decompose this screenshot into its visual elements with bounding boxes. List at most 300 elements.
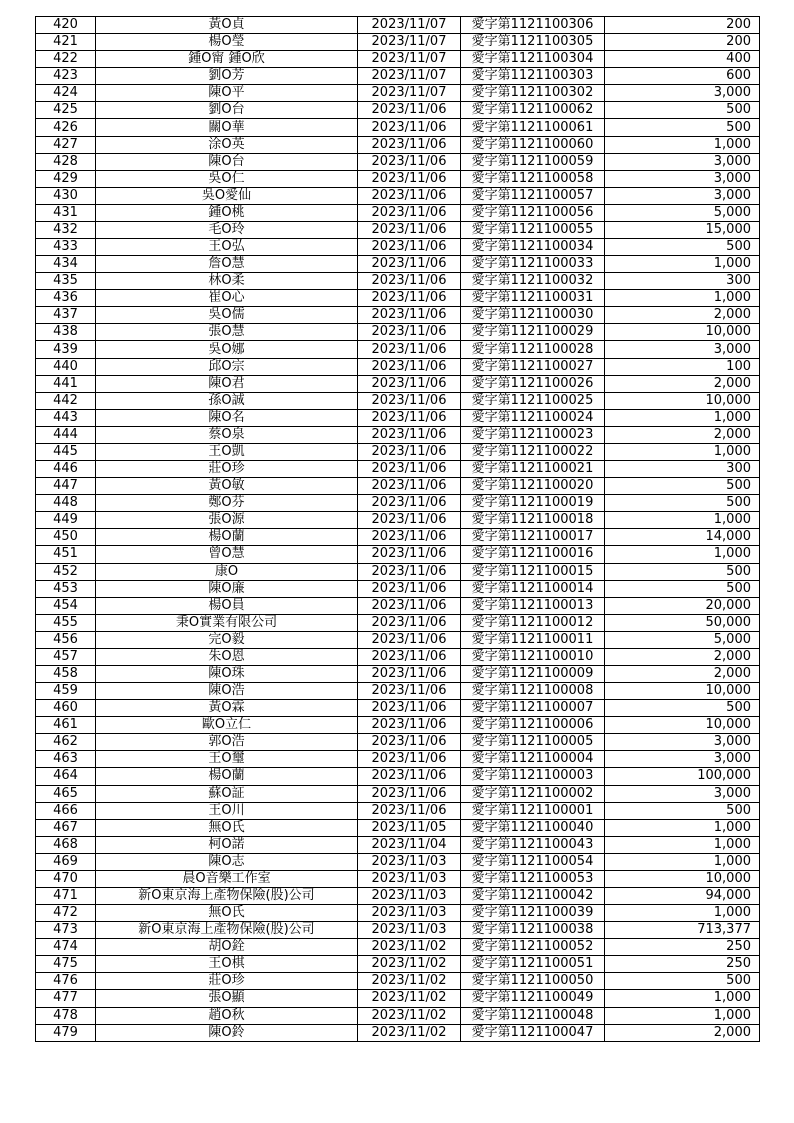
donation-amount-cell: 500 — [605, 478, 760, 495]
donation-date-cell: 2023/11/06 — [358, 273, 461, 290]
donor-name-cell: 鍾O甯 鍾O欣 — [96, 51, 358, 68]
donation-amount-cell: 1,000 — [605, 990, 760, 1007]
donor-name-cell: 吳O仁 — [96, 170, 358, 187]
table-row — [36, 17, 760, 34]
donation-date-cell: 2023/11/06 — [358, 221, 461, 238]
table-row — [36, 324, 760, 341]
donation-amount-cell: 1,000 — [605, 546, 760, 563]
donation-amount-cell: 10,000 — [605, 324, 760, 341]
donation-date-cell: 2023/11/06 — [358, 426, 461, 443]
table-row — [36, 580, 760, 597]
table-row — [36, 409, 760, 426]
row-number-cell: 437 — [36, 307, 96, 324]
donation-amount-cell: 200 — [605, 34, 760, 51]
donor-name-cell: 胡O銓 — [96, 939, 358, 956]
row-number-cell: 433 — [36, 239, 96, 256]
row-number-cell: 428 — [36, 153, 96, 170]
donation-date-cell: 2023/11/06 — [358, 734, 461, 751]
row-number-cell: 420 — [36, 17, 96, 34]
donation-date-cell: 2023/11/06 — [358, 597, 461, 614]
row-number-cell: 430 — [36, 187, 96, 204]
donation-date-cell: 2023/11/06 — [358, 461, 461, 478]
donor-name-cell: 新O東京海上產物保險(股)公司 — [96, 887, 358, 904]
donor-name-cell: 詹O慧 — [96, 256, 358, 273]
donation-amount-cell: 10,000 — [605, 392, 760, 409]
receipt-number-cell: 愛字第1121100048 — [461, 1007, 605, 1024]
donation-date-cell: 2023/11/06 — [358, 546, 461, 563]
table-row — [36, 700, 760, 717]
donor-name-cell: 陳O廉 — [96, 580, 358, 597]
donation-date-cell: 2023/11/06 — [358, 751, 461, 768]
donation-date-cell: 2023/11/06 — [358, 563, 461, 580]
donation-date-cell: 2023/11/07 — [358, 85, 461, 102]
row-number-cell: 468 — [36, 836, 96, 853]
donor-name-cell: 蘇O証 — [96, 785, 358, 802]
donation-amount-cell: 94,000 — [605, 887, 760, 904]
receipt-number-cell: 愛字第1121100061 — [461, 119, 605, 136]
donation-date-cell: 2023/11/04 — [358, 836, 461, 853]
receipt-number-cell: 愛字第1121100027 — [461, 358, 605, 375]
donation-date-cell: 2023/11/06 — [358, 700, 461, 717]
receipt-number-cell: 愛字第1121100062 — [461, 102, 605, 119]
donation-date-cell: 2023/11/02 — [358, 956, 461, 973]
donation-date-cell: 2023/11/06 — [358, 683, 461, 700]
donation-amount-cell: 1,000 — [605, 836, 760, 853]
donor-name-cell: 陳O鈴 — [96, 1024, 358, 1041]
table-row — [36, 614, 760, 631]
table-row — [36, 648, 760, 665]
donor-name-cell: 王O川 — [96, 802, 358, 819]
table-row — [36, 665, 760, 682]
row-number-cell: 454 — [36, 597, 96, 614]
donation-date-cell: 2023/11/06 — [358, 580, 461, 597]
donation-date-cell: 2023/11/02 — [358, 973, 461, 990]
receipt-number-cell: 愛字第1121100053 — [461, 870, 605, 887]
donation-date-cell: 2023/11/03 — [358, 853, 461, 870]
donation-amount-cell: 500 — [605, 973, 760, 990]
donation-date-cell: 2023/11/06 — [358, 802, 461, 819]
receipt-number-cell: 愛字第1121100002 — [461, 785, 605, 802]
donation-amount-cell: 10,000 — [605, 870, 760, 887]
donor-name-cell: 莊O珍 — [96, 973, 358, 990]
donation-date-cell: 2023/11/06 — [358, 119, 461, 136]
table-row — [36, 990, 760, 1007]
donation-date-cell: 2023/11/06 — [358, 512, 461, 529]
donation-date-cell: 2023/11/06 — [358, 665, 461, 682]
table-row — [36, 119, 760, 136]
table-row — [36, 819, 760, 836]
receipt-number-cell: 愛字第1121100034 — [461, 239, 605, 256]
donation-date-cell: 2023/11/05 — [358, 819, 461, 836]
table-row — [36, 85, 760, 102]
table-row — [36, 153, 760, 170]
row-number-cell: 462 — [36, 734, 96, 751]
table-row — [36, 529, 760, 546]
donation-date-cell: 2023/11/06 — [358, 392, 461, 409]
donation-date-cell: 2023/11/06 — [358, 204, 461, 221]
donation-amount-cell: 2,000 — [605, 375, 760, 392]
donor-name-cell: 鍾O桃 — [96, 204, 358, 221]
table-row — [36, 358, 760, 375]
row-number-cell: 425 — [36, 102, 96, 119]
row-number-cell: 443 — [36, 409, 96, 426]
donation-amount-cell: 400 — [605, 51, 760, 68]
receipt-number-cell: 愛字第1121100043 — [461, 836, 605, 853]
row-number-cell: 431 — [36, 204, 96, 221]
donation-date-cell: 2023/11/06 — [358, 648, 461, 665]
donor-name-cell: 歐O立仁 — [96, 717, 358, 734]
receipt-number-cell: 愛字第1121100052 — [461, 939, 605, 956]
row-number-cell: 456 — [36, 631, 96, 648]
donor-name-cell: 陳O浩 — [96, 683, 358, 700]
donation-amount-cell: 500 — [605, 700, 760, 717]
donation-amount-cell: 500 — [605, 495, 760, 512]
donation-amount-cell: 10,000 — [605, 717, 760, 734]
row-number-cell: 439 — [36, 341, 96, 358]
receipt-number-cell: 愛字第1121100302 — [461, 85, 605, 102]
row-number-cell: 442 — [36, 392, 96, 409]
row-number-cell: 422 — [36, 51, 96, 68]
receipt-number-cell: 愛字第1121100018 — [461, 512, 605, 529]
table-row — [36, 734, 760, 751]
receipt-number-cell: 愛字第1121100033 — [461, 256, 605, 273]
donor-name-cell: 王O凱 — [96, 443, 358, 460]
donation-amount-cell: 1,000 — [605, 443, 760, 460]
donor-name-cell: 關O華 — [96, 119, 358, 136]
table-row — [36, 751, 760, 768]
row-number-cell: 446 — [36, 461, 96, 478]
donation-date-cell: 2023/11/06 — [358, 136, 461, 153]
donation-amount-cell: 3,000 — [605, 341, 760, 358]
table-row — [36, 375, 760, 392]
row-number-cell: 469 — [36, 853, 96, 870]
donation-date-cell: 2023/11/06 — [358, 717, 461, 734]
donation-date-cell: 2023/11/06 — [358, 358, 461, 375]
donation-amount-cell: 5,000 — [605, 631, 760, 648]
row-number-cell: 474 — [36, 939, 96, 956]
donor-name-cell: 涂O英 — [96, 136, 358, 153]
row-number-cell: 479 — [36, 1024, 96, 1041]
donation-date-cell: 2023/11/07 — [358, 34, 461, 51]
donation-date-cell: 2023/11/06 — [358, 256, 461, 273]
table-row — [36, 512, 760, 529]
table-row — [36, 136, 760, 153]
row-number-cell: 467 — [36, 819, 96, 836]
table-row — [36, 187, 760, 204]
table-row — [36, 341, 760, 358]
donor-name-cell: 王O弘 — [96, 239, 358, 256]
table-row — [36, 1024, 760, 1041]
donation-date-cell: 2023/11/02 — [358, 939, 461, 956]
donor-name-cell: 陳O台 — [96, 153, 358, 170]
receipt-number-cell: 愛字第1121100060 — [461, 136, 605, 153]
donation-date-cell: 2023/11/02 — [358, 990, 461, 1007]
row-number-cell: 424 — [36, 85, 96, 102]
row-number-cell: 441 — [36, 375, 96, 392]
row-number-cell: 448 — [36, 495, 96, 512]
donation-amount-cell: 10,000 — [605, 683, 760, 700]
donor-name-cell: 無O氏 — [96, 905, 358, 922]
donor-name-cell: 張O慧 — [96, 324, 358, 341]
row-number-cell: 473 — [36, 922, 96, 939]
donor-name-cell: 楊O蘭 — [96, 529, 358, 546]
donation-date-cell: 2023/11/06 — [358, 768, 461, 785]
ledger-body — [36, 17, 760, 1042]
donation-amount-cell: 1,000 — [605, 1007, 760, 1024]
donation-date-cell: 2023/11/06 — [358, 614, 461, 631]
donation-ledger-table — [35, 16, 760, 1042]
row-number-cell: 458 — [36, 665, 96, 682]
receipt-number-cell: 愛字第1121100008 — [461, 683, 605, 700]
table-row — [36, 34, 760, 51]
receipt-number-cell: 愛字第1121100011 — [461, 631, 605, 648]
donation-amount-cell: 1,000 — [605, 136, 760, 153]
receipt-number-cell: 愛字第1121100028 — [461, 341, 605, 358]
donation-amount-cell: 3,000 — [605, 734, 760, 751]
row-number-cell: 470 — [36, 870, 96, 887]
donor-name-cell: 完O毅 — [96, 631, 358, 648]
table-row — [36, 204, 760, 221]
donor-name-cell: 陳O志 — [96, 853, 358, 870]
donation-date-cell: 2023/11/07 — [358, 68, 461, 85]
receipt-number-cell: 愛字第1121100017 — [461, 529, 605, 546]
donor-name-cell: 朱O恩 — [96, 648, 358, 665]
donor-name-cell: 曾O慧 — [96, 546, 358, 563]
donation-amount-cell: 2,000 — [605, 665, 760, 682]
donor-name-cell: 張O源 — [96, 512, 358, 529]
donation-amount-cell: 250 — [605, 939, 760, 956]
receipt-number-cell: 愛字第1121100032 — [461, 273, 605, 290]
receipt-number-cell: 愛字第1121100009 — [461, 665, 605, 682]
receipt-number-cell: 愛字第1121100042 — [461, 887, 605, 904]
receipt-number-cell: 愛字第1121100303 — [461, 68, 605, 85]
donation-date-cell: 2023/11/07 — [358, 17, 461, 34]
receipt-number-cell: 愛字第1121100039 — [461, 905, 605, 922]
table-row — [36, 239, 760, 256]
donation-amount-cell: 1,000 — [605, 819, 760, 836]
receipt-number-cell: 愛字第1121100012 — [461, 614, 605, 631]
donation-amount-cell: 14,000 — [605, 529, 760, 546]
donor-name-cell: 崔O心 — [96, 290, 358, 307]
donor-name-cell: 楊O瑩 — [96, 34, 358, 51]
receipt-number-cell: 愛字第1121100049 — [461, 990, 605, 1007]
receipt-number-cell: 愛字第1121100014 — [461, 580, 605, 597]
donor-name-cell: 郭O浩 — [96, 734, 358, 751]
row-number-cell: 478 — [36, 1007, 96, 1024]
row-number-cell: 464 — [36, 768, 96, 785]
row-number-cell: 445 — [36, 443, 96, 460]
receipt-number-cell: 愛字第1121100003 — [461, 768, 605, 785]
donation-date-cell: 2023/11/06 — [358, 785, 461, 802]
receipt-number-cell: 愛字第1121100006 — [461, 717, 605, 734]
receipt-number-cell: 愛字第1121100005 — [461, 734, 605, 751]
row-number-cell: 459 — [36, 683, 96, 700]
row-number-cell: 447 — [36, 478, 96, 495]
receipt-number-cell: 愛字第1121100057 — [461, 187, 605, 204]
donation-date-cell: 2023/11/06 — [358, 495, 461, 512]
row-number-cell: 438 — [36, 324, 96, 341]
donation-amount-cell: 1,000 — [605, 256, 760, 273]
donor-name-cell: 邱O宗 — [96, 358, 358, 375]
receipt-number-cell: 愛字第1121100022 — [461, 443, 605, 460]
row-number-cell: 449 — [36, 512, 96, 529]
donation-amount-cell: 300 — [605, 273, 760, 290]
receipt-number-cell: 愛字第1121100013 — [461, 597, 605, 614]
row-number-cell: 444 — [36, 426, 96, 443]
donation-amount-cell: 1,000 — [605, 905, 760, 922]
donation-date-cell: 2023/11/03 — [358, 905, 461, 922]
donation-amount-cell: 500 — [605, 239, 760, 256]
donation-date-cell: 2023/11/06 — [358, 153, 461, 170]
row-number-cell: 466 — [36, 802, 96, 819]
table-row — [36, 170, 760, 187]
table-row — [36, 631, 760, 648]
row-number-cell: 426 — [36, 119, 96, 136]
row-number-cell: 429 — [36, 170, 96, 187]
donation-date-cell: 2023/11/06 — [358, 409, 461, 426]
donation-amount-cell: 3,000 — [605, 85, 760, 102]
donation-date-cell: 2023/11/02 — [358, 1007, 461, 1024]
receipt-number-cell: 愛字第1121100050 — [461, 973, 605, 990]
table-row — [36, 443, 760, 460]
donation-amount-cell: 713,377 — [605, 922, 760, 939]
donor-name-cell: 康O — [96, 563, 358, 580]
donor-name-cell: 楊O員 — [96, 597, 358, 614]
donation-amount-cell: 1,000 — [605, 512, 760, 529]
row-number-cell: 440 — [36, 358, 96, 375]
donation-date-cell: 2023/11/06 — [358, 290, 461, 307]
row-number-cell: 452 — [36, 563, 96, 580]
table-row — [36, 1007, 760, 1024]
donor-name-cell: 張O顯 — [96, 990, 358, 1007]
donor-name-cell: 林O柔 — [96, 273, 358, 290]
table-row — [36, 392, 760, 409]
donation-amount-cell: 600 — [605, 68, 760, 85]
row-number-cell: 463 — [36, 751, 96, 768]
donor-name-cell: 黃O敏 — [96, 478, 358, 495]
table-row — [36, 495, 760, 512]
table-row — [36, 68, 760, 85]
donation-date-cell: 2023/11/06 — [358, 170, 461, 187]
donation-amount-cell: 20,000 — [605, 597, 760, 614]
donation-amount-cell: 50,000 — [605, 614, 760, 631]
donation-amount-cell: 1,000 — [605, 409, 760, 426]
receipt-number-cell: 愛字第1121100305 — [461, 34, 605, 51]
row-number-cell: 421 — [36, 34, 96, 51]
table-row — [36, 102, 760, 119]
receipt-number-cell: 愛字第1121100004 — [461, 751, 605, 768]
donation-date-cell: 2023/11/06 — [358, 443, 461, 460]
row-number-cell: 455 — [36, 614, 96, 631]
donor-name-cell: 晨O音樂工作室 — [96, 870, 358, 887]
table-row — [36, 51, 760, 68]
receipt-number-cell: 愛字第1121100016 — [461, 546, 605, 563]
table-row — [36, 939, 760, 956]
table-row — [36, 426, 760, 443]
donation-amount-cell: 1,000 — [605, 853, 760, 870]
donation-date-cell: 2023/11/06 — [358, 102, 461, 119]
row-number-cell: 436 — [36, 290, 96, 307]
table-row — [36, 956, 760, 973]
row-number-cell: 453 — [36, 580, 96, 597]
donation-amount-cell: 500 — [605, 119, 760, 136]
donation-amount-cell: 100 — [605, 358, 760, 375]
donation-amount-cell: 200 — [605, 17, 760, 34]
donation-amount-cell: 2,000 — [605, 1024, 760, 1041]
donor-name-cell: 劉O芳 — [96, 68, 358, 85]
donation-date-cell: 2023/11/06 — [358, 307, 461, 324]
donor-name-cell: 黃O霖 — [96, 700, 358, 717]
table-row — [36, 836, 760, 853]
donor-name-cell: 王O棋 — [96, 956, 358, 973]
table-row — [36, 546, 760, 563]
donor-name-cell: 鄭O芬 — [96, 495, 358, 512]
donation-amount-cell: 500 — [605, 102, 760, 119]
donation-amount-cell: 3,000 — [605, 153, 760, 170]
table-row — [36, 922, 760, 939]
row-number-cell: 435 — [36, 273, 96, 290]
donor-name-cell: 吳O儒 — [96, 307, 358, 324]
donation-date-cell: 2023/11/06 — [358, 341, 461, 358]
donor-name-cell: 王O璽 — [96, 751, 358, 768]
donation-date-cell: 2023/11/06 — [358, 631, 461, 648]
table-row — [36, 853, 760, 870]
receipt-number-cell: 愛字第1121100031 — [461, 290, 605, 307]
donation-date-cell: 2023/11/03 — [358, 887, 461, 904]
receipt-number-cell: 愛字第1121100054 — [461, 853, 605, 870]
row-number-cell: 476 — [36, 973, 96, 990]
donor-name-cell: 莊O珍 — [96, 461, 358, 478]
donation-amount-cell: 100,000 — [605, 768, 760, 785]
donor-name-cell: 無O氏 — [96, 819, 358, 836]
donation-date-cell: 2023/11/03 — [358, 922, 461, 939]
donation-amount-cell: 1,000 — [605, 290, 760, 307]
receipt-number-cell: 愛字第1121100020 — [461, 478, 605, 495]
receipt-number-cell: 愛字第1121100029 — [461, 324, 605, 341]
row-number-cell: 465 — [36, 785, 96, 802]
donor-name-cell: 趙O秋 — [96, 1007, 358, 1024]
table-row — [36, 905, 760, 922]
table-row — [36, 256, 760, 273]
receipt-number-cell: 愛字第1121100007 — [461, 700, 605, 717]
table-row — [36, 768, 760, 785]
receipt-number-cell: 愛字第1121100038 — [461, 922, 605, 939]
row-number-cell: 477 — [36, 990, 96, 1007]
row-number-cell: 427 — [36, 136, 96, 153]
table-row — [36, 307, 760, 324]
receipt-number-cell: 愛字第1121100019 — [461, 495, 605, 512]
donation-amount-cell: 2,000 — [605, 648, 760, 665]
donation-amount-cell: 500 — [605, 580, 760, 597]
donor-name-cell: 陳O名 — [96, 409, 358, 426]
donor-name-cell: 吳O娜 — [96, 341, 358, 358]
donation-amount-cell: 3,000 — [605, 751, 760, 768]
table-row — [36, 887, 760, 904]
receipt-number-cell: 愛字第1121100040 — [461, 819, 605, 836]
donation-amount-cell: 3,000 — [605, 187, 760, 204]
donation-date-cell: 2023/11/06 — [358, 187, 461, 204]
donation-amount-cell: 2,000 — [605, 307, 760, 324]
donor-name-cell: 毛O玲 — [96, 221, 358, 238]
receipt-number-cell: 愛字第1121100056 — [461, 204, 605, 221]
table-row — [36, 461, 760, 478]
table-row — [36, 290, 760, 307]
donation-date-cell: 2023/11/03 — [358, 870, 461, 887]
receipt-number-cell: 愛字第1121100304 — [461, 51, 605, 68]
donor-name-cell: 陳O珠 — [96, 665, 358, 682]
row-number-cell: 475 — [36, 956, 96, 973]
receipt-number-cell: 愛字第1121100055 — [461, 221, 605, 238]
